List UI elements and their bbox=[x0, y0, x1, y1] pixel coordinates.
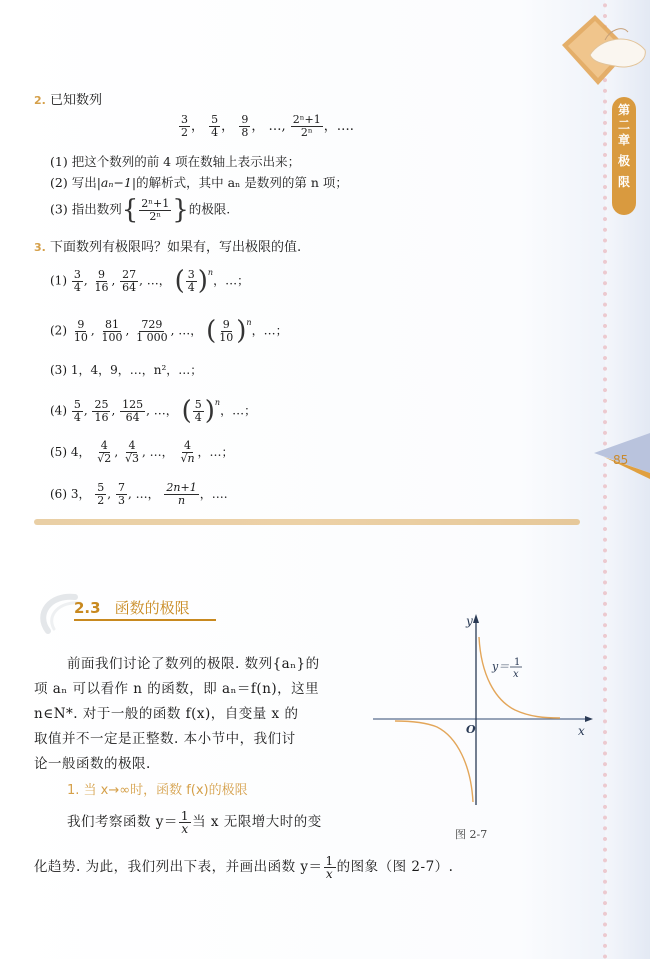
paragraph-line: 前面我们讨论了数列的极限. 数列{aₙ}的 bbox=[67, 656, 320, 672]
exercise-3-item-5: (5) 4， $\frac{4}{√2}$ , $\frac{4}{√3}$ , …， $\frac{4}{√n}$ ，…； bbox=[50, 439, 234, 465]
book-mouse-icon bbox=[560, 10, 650, 100]
paragraph-line: 我们考察函数 y＝ $\frac{1}{x}$ 当 x 无限增大时的变 bbox=[67, 809, 322, 836]
exercise-2-heading bbox=[34, 89, 102, 108]
svg-text:1: 1 bbox=[514, 657, 521, 668]
figure-caption: 图 2-7 bbox=[455, 828, 488, 841]
chapter-tab-char: 极 bbox=[617, 154, 630, 168]
section-title-text: 函数的极限 bbox=[114, 599, 190, 617]
exercise-3-item-3: (3) 1，4，9，…，n²，…； bbox=[50, 363, 203, 377]
chapter-tab bbox=[612, 97, 636, 215]
exercise-3-item-6: (6) 3， $\frac{5}{2}$ , $\frac{7}{3}$ , …， $\frac{2n+1}{n}$ ，…. bbox=[50, 481, 228, 507]
hyperbola-graph bbox=[365, 605, 595, 845]
paragraph-line: 项 aₙ 可以看作 n 的函数，即 aₙ＝f(n)，这里 bbox=[34, 681, 320, 697]
paragraph-line: 论一般函数的极限. bbox=[34, 756, 151, 772]
exercise-2-part-1: (1) 把这个数列的前 4 项在数轴上表示出来； bbox=[50, 154, 301, 169]
paragraph-line: 取值并不一定是正整数. 本小节中，我们讨 bbox=[34, 731, 296, 747]
exercise-number: 3. bbox=[34, 241, 46, 254]
svg-text:x: x bbox=[578, 724, 585, 738]
chapter-tab-char: 二 bbox=[617, 118, 630, 132]
exercise-number: 2. bbox=[34, 94, 46, 107]
svg-text:y＝: y＝ bbox=[492, 660, 510, 673]
chapter-tab-char: 章 bbox=[617, 133, 630, 147]
paragraph-line: n∈N*. 对于一般的函数 f(x)，自变量 x 的 bbox=[34, 706, 299, 722]
page-number: 85 bbox=[613, 453, 629, 467]
section-divider bbox=[34, 519, 580, 525]
chapter-tab-char: 第 bbox=[617, 103, 630, 117]
chapter-tab-char: 限 bbox=[617, 175, 630, 189]
subsection-heading: 1. 当 x→∞时，函数 f(x)的极限 bbox=[67, 783, 248, 798]
svg-text:y: y bbox=[466, 614, 473, 628]
exercise-3-heading bbox=[34, 236, 301, 255]
exercise-prompt: 下面数列有极限吗？如果有，写出极限的值. bbox=[49, 240, 302, 255]
exercise-3-item-1: (1) $\frac{3}{4}$ , $\frac{9}{16}$ , $\frac{27}{64}$ , …， ( $\frac{3}{4}$ )$^n$，…； bbox=[50, 266, 250, 296]
exercise-2-part-2: (2) 写出|aₙ−1|的解析式，其中 aₙ 是数列的第 n 项； bbox=[50, 175, 348, 190]
exercise-prompt: 已知数列 bbox=[49, 93, 102, 108]
exercise-3-item-2: (2) $\frac{9}{10}$ , $\frac{81}{100}$ , $\frac{729}{1 000}$ , …， ( $\frac{9}{10}$ )$^n$，…； bbox=[50, 316, 288, 346]
section-number: 2.3 bbox=[74, 599, 101, 617]
exercise-2-sequence: $\frac{3}{2}$ ， $\frac{5}{4}$ ， $\frac{9}{8}$ ， …, $\frac{\text{2ⁿ+1}}{\text{2ⁿ}}$ ，…. bbox=[181, 113, 354, 139]
paragraph-line: 化趋势. 为此，我们列出下表，并画出函数 y＝ $\frac{1}{x}$ 的图象（图 2-7）. bbox=[34, 854, 454, 881]
section-title bbox=[74, 597, 216, 621]
svg-text:x: x bbox=[513, 669, 519, 680]
exercise-3-item-4: (4) $\frac{5}{4}$ , $\frac{25}{16}$ , $\frac{125}{64}$ , …， ( $\frac{5}{4}$ )$^n$，…； bbox=[50, 396, 257, 426]
exercise-2-part-3: (3) 指出数列{ $\frac{\text{2ⁿ+1}}{\text{2ⁿ}}$ }的极限. bbox=[50, 195, 231, 225]
svg-text:O: O bbox=[466, 723, 476, 736]
